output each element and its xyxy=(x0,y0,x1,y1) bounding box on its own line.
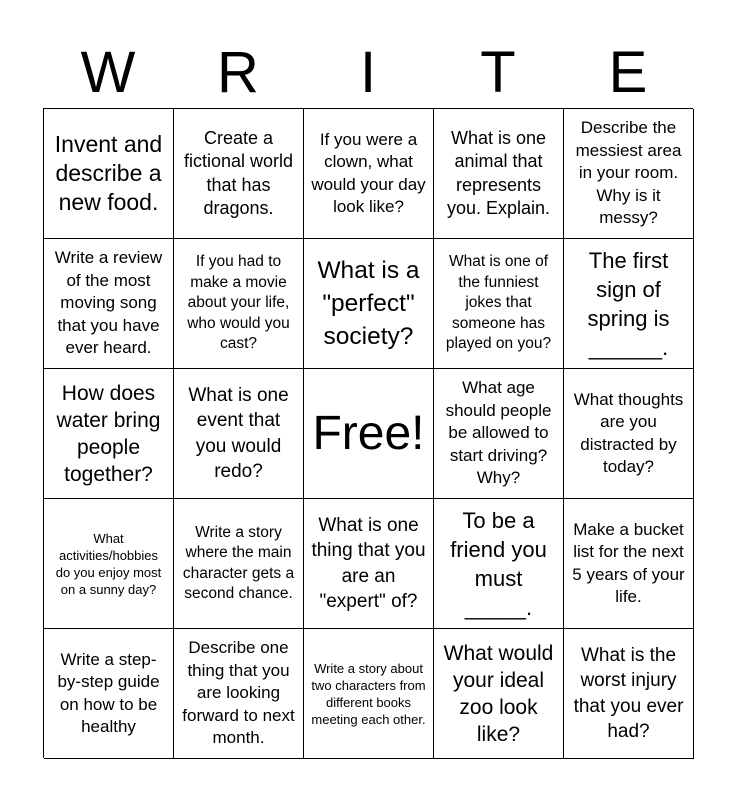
header-letter-e: E xyxy=(608,40,648,105)
cell-text: What is one event that you would redo? xyxy=(188,384,289,482)
cell-text: How does water bring people together? xyxy=(56,381,161,486)
bingo-cell[interactable] xyxy=(434,369,564,499)
bingo-cell[interactable] xyxy=(434,239,564,369)
cell-text: The first sign of spring is ______. xyxy=(587,247,670,360)
cell-text: Describe one thing that you are looking forward to next month. xyxy=(182,638,295,748)
cell-text: Make a bucket list for the next 5 years of your life. xyxy=(572,519,685,606)
cell-text: What would your ideal zoo look like? xyxy=(443,641,554,746)
title-header xyxy=(43,38,693,108)
bingo-cell[interactable] xyxy=(44,109,174,239)
bingo-cell[interactable] xyxy=(304,239,434,369)
header-letter-w: W xyxy=(80,40,136,105)
cell-text: What is one thing that you are an "expert" of? xyxy=(311,514,426,612)
bingo-cell[interactable] xyxy=(434,629,564,759)
bingo-cell[interactable] xyxy=(304,109,434,239)
bingo-cell[interactable] xyxy=(564,369,694,499)
cell-text: What is the worst injury that you ever had? xyxy=(573,644,684,742)
bingo-cell[interactable] xyxy=(44,369,174,499)
free-space[interactable] xyxy=(304,369,434,499)
bingo-cell[interactable] xyxy=(564,499,694,629)
cell-text: What is one animal that represents you. Explain. xyxy=(446,127,551,218)
cell-text: Create a fictional world that has dragons. xyxy=(183,127,294,218)
cell-text: Write a step-by-step guide on how to be healthy xyxy=(57,649,160,736)
cell-text: Write a story where the main character gets a second chance. xyxy=(182,523,295,602)
bingo-cell[interactable] xyxy=(174,499,304,629)
bingo-cell[interactable] xyxy=(174,239,304,369)
bingo-cell[interactable] xyxy=(304,629,434,759)
header-letter-r: R xyxy=(217,40,259,105)
cell-text: Invent and describe a new food. xyxy=(54,131,163,215)
cell-text: If you were a clown, what would your day look like? xyxy=(311,129,426,216)
bingo-cell[interactable] xyxy=(174,369,304,499)
bingo-cell[interactable] xyxy=(174,109,304,239)
cell-text: What is one of the funniest jokes that someone has played on you? xyxy=(445,253,552,353)
bingo-board xyxy=(43,108,693,758)
bingo-cell[interactable] xyxy=(564,109,694,239)
free-space-label: Free! xyxy=(312,406,425,460)
header-letter-i: I xyxy=(359,40,377,105)
cell-text: If you had to make a movie about your life, who would you cast? xyxy=(187,253,290,353)
cell-text: What activities/hobbies do you enjoy most on a sunny day? xyxy=(55,530,162,597)
cell-text: What is a "perfect" society? xyxy=(317,257,420,350)
bingo-cell[interactable] xyxy=(564,239,694,369)
bingo-cell[interactable] xyxy=(434,109,564,239)
bingo-cell[interactable] xyxy=(44,629,174,759)
bingo-cell[interactable] xyxy=(44,499,174,629)
cell-text: What thoughts are you distracted by today? xyxy=(573,389,684,476)
bingo-cell[interactable] xyxy=(434,499,564,629)
cell-text: To be a friend you must _____. xyxy=(450,507,547,620)
bingo-cell[interactable] xyxy=(304,499,434,629)
bingo-cell[interactable] xyxy=(44,239,174,369)
bingo-cell[interactable] xyxy=(564,629,694,759)
cell-text: Write a story about two characters from different books meeting each other. xyxy=(311,660,426,727)
cell-text: What age should people be allowed to start driving? Why? xyxy=(445,378,552,488)
cell-text: Write a review of the most moving song that you have ever heard. xyxy=(54,248,163,358)
header-letter-t: T xyxy=(480,40,516,105)
bingo-cell[interactable] xyxy=(174,629,304,759)
cell-text: Describe the messiest area in your room. Why is it messy? xyxy=(575,118,682,228)
